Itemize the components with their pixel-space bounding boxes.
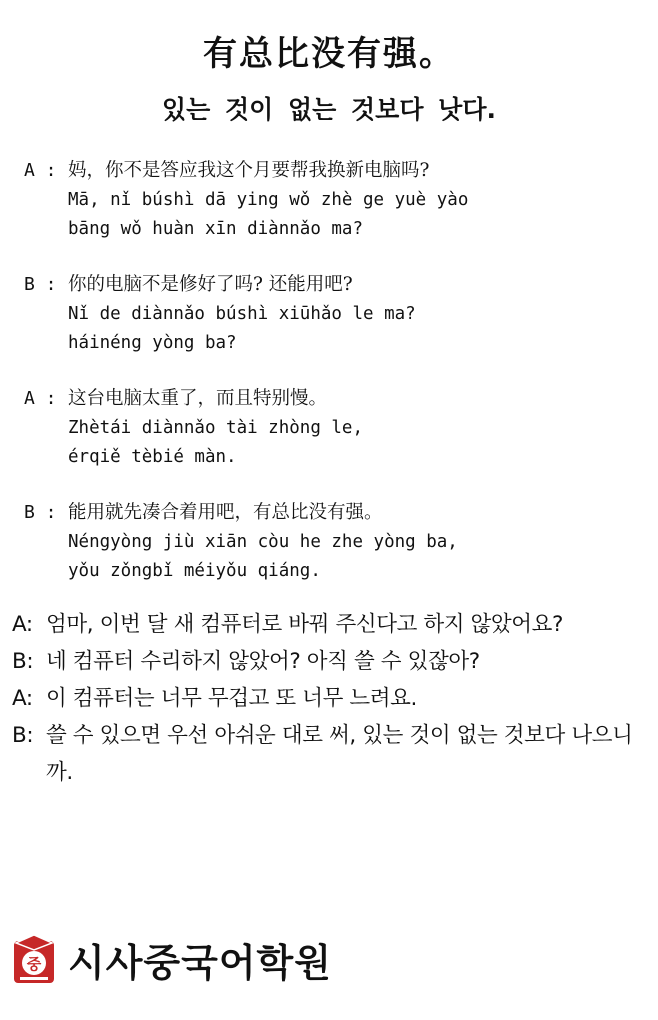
pinyin-line: érqiě tèbié màn. bbox=[68, 447, 237, 467]
korean-line bbox=[12, 643, 652, 680]
dialog-4 bbox=[24, 498, 644, 586]
pinyin-line: Néngyòng jiù xiān còu he zhe yòng ba, bbox=[68, 532, 458, 552]
chinese-line: 你的电脑不是修好了吗? 还能用吧? bbox=[68, 274, 353, 295]
pinyin-line: Mā, nǐ búshì dā ying wǒ zhè ge yuè yào bbox=[68, 190, 469, 210]
speaker-label: B : bbox=[24, 274, 57, 295]
dialog-3 bbox=[24, 384, 644, 472]
chinese-line: 能用就先凑合着用吧，有总比没有强。 bbox=[68, 502, 383, 523]
chinese-line: 这台电脑太重了，而且特别慢。 bbox=[68, 388, 328, 409]
academy-name: 시사중국어학원 bbox=[68, 941, 332, 985]
speaker-label: B: bbox=[12, 723, 34, 748]
speaker-label: B: bbox=[12, 649, 34, 674]
pinyin-line: bāng wǒ huàn xīn diànnǎo ma? bbox=[68, 219, 364, 239]
speaker-label: A: bbox=[12, 686, 33, 711]
academy-logo bbox=[12, 932, 332, 987]
page-title-korean: 있는 것이 없는 것보다 낫다. bbox=[162, 95, 496, 124]
speaker-label: A : bbox=[24, 160, 57, 181]
korean-line bbox=[12, 606, 652, 643]
pinyin-line: yǒu zǒngbǐ méiyǒu qiáng. bbox=[68, 561, 321, 581]
korean-line bbox=[12, 717, 652, 791]
academy-emblem-icon bbox=[12, 935, 56, 985]
pinyin-line: Zhètái diànnǎo tài zhòng le, bbox=[68, 418, 364, 438]
dialog-2 bbox=[24, 270, 644, 358]
speaker-label: A : bbox=[24, 388, 57, 409]
korean-translation bbox=[12, 606, 652, 791]
korean-text: 네 컴퓨터 수리하지 않았어? 아직 쓸 수 있잖아? bbox=[46, 649, 480, 674]
speaker-label: A: bbox=[12, 612, 33, 637]
korean-text: 엄마, 이번 달 새 컴퓨터로 바꿔 주신다고 하지 않았어요? bbox=[46, 612, 564, 637]
korean-line bbox=[12, 680, 652, 717]
page-title-chinese: 有总比没有强。 bbox=[203, 34, 455, 74]
pinyin-line: háinéng yòng ba? bbox=[68, 333, 237, 353]
korean-text: 쓸 수 있으면 우선 아쉬운 대로 써, 있는 것이 없는 것보다 나으니까. bbox=[46, 723, 633, 785]
chinese-line: 妈，你不是答应我这个月要帮我换新电脑吗? bbox=[68, 160, 430, 181]
dialog-1 bbox=[24, 156, 644, 244]
svg-text:중: 중 bbox=[26, 954, 42, 973]
pinyin-line: Nǐ de diànnǎo búshì xiūhǎo le ma? bbox=[68, 304, 416, 324]
speaker-label: B : bbox=[24, 502, 57, 523]
korean-text: 이 컴퓨터는 너무 무겁고 또 너무 느려요. bbox=[46, 686, 417, 711]
